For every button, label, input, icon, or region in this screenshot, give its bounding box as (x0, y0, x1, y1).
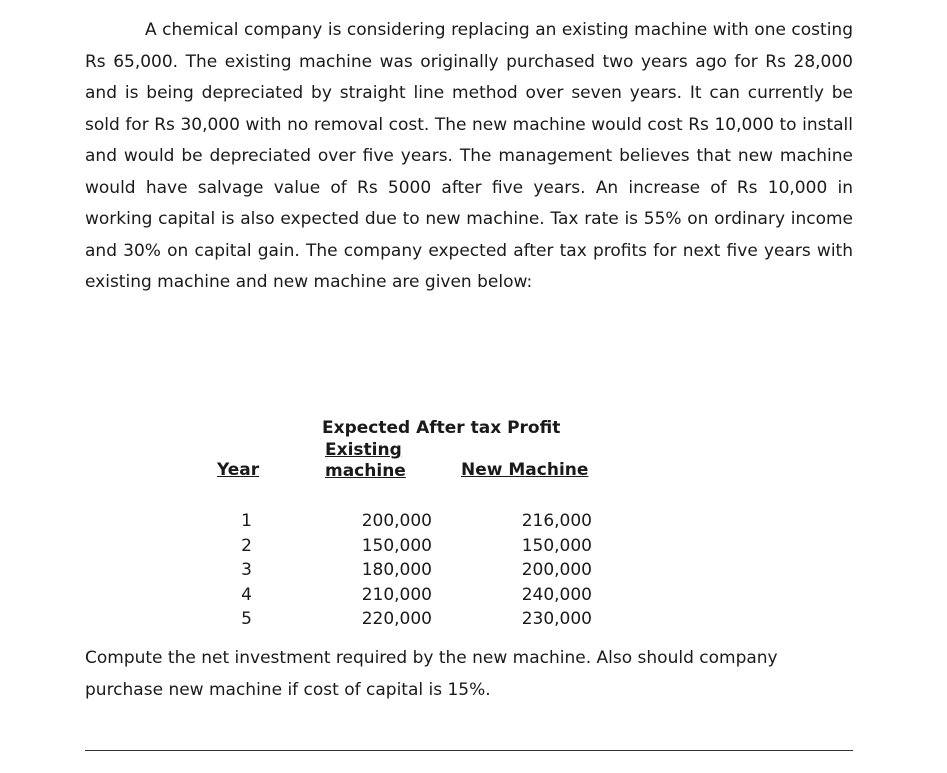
table-cell-existing: 200,000 (361, 511, 432, 531)
table-title: Expected After tax Profit (322, 418, 561, 438)
table-cell-existing: 150,000 (361, 535, 432, 556)
table-cell-new: 230,000 (521, 609, 592, 629)
table-cell-year: 5 (241, 609, 252, 629)
new-machine-column-header: New Machine (461, 460, 589, 480)
existing-machine-column-header (325, 440, 406, 482)
new-machine-column (500, 509, 592, 632)
table-cell-year: 4 (241, 584, 252, 605)
table-cell-existing: 180,000 (361, 560, 432, 580)
table-cell-new: 216,000 (521, 511, 592, 531)
question-prompt: Compute the net investment required by the new machine. Also should company purchase new machine if cost of capital is 15%. (85, 648, 778, 700)
bottom-divider (85, 750, 853, 751)
year-column-header: Year (217, 460, 260, 480)
table-cell-year: 3 (241, 560, 252, 580)
problem-statement: A chemical company is considering replacing an existing machine with one costing Rs 65,000. The existing machine was originally purchased two years ago for Rs 28,000 and is being depreciated by straight line method over seven years. It can currently be sold for Rs 30,000 with no removal cost. The new machine would cost Rs 10,000 to install and would be depreciated over five years. The management believes that new machine would have salvage value of Rs 5000 after five years. An increase of Rs 10,000 in working capital is also expected due to new machine. Tax rate is 55% on ordinary income and 30% on capital gain. The company expected after tax profits for next five years with existing machine and new machine are given below: (85, 20, 853, 292)
table-cell-year: 1 (241, 511, 252, 531)
table-cell-year: 2 (241, 535, 252, 556)
existing-machine-column (340, 509, 432, 632)
table-cell-existing: 210,000 (361, 584, 432, 605)
table-cell-new: 240,000 (521, 584, 592, 605)
existing-header-line2: machine (325, 461, 406, 481)
table-cell-new: 150,000 (521, 535, 592, 556)
table-cell-new: 200,000 (521, 560, 592, 580)
year-column (230, 509, 252, 632)
existing-header-line1: Existing (325, 440, 402, 460)
table-cell-existing: 220,000 (361, 609, 432, 629)
